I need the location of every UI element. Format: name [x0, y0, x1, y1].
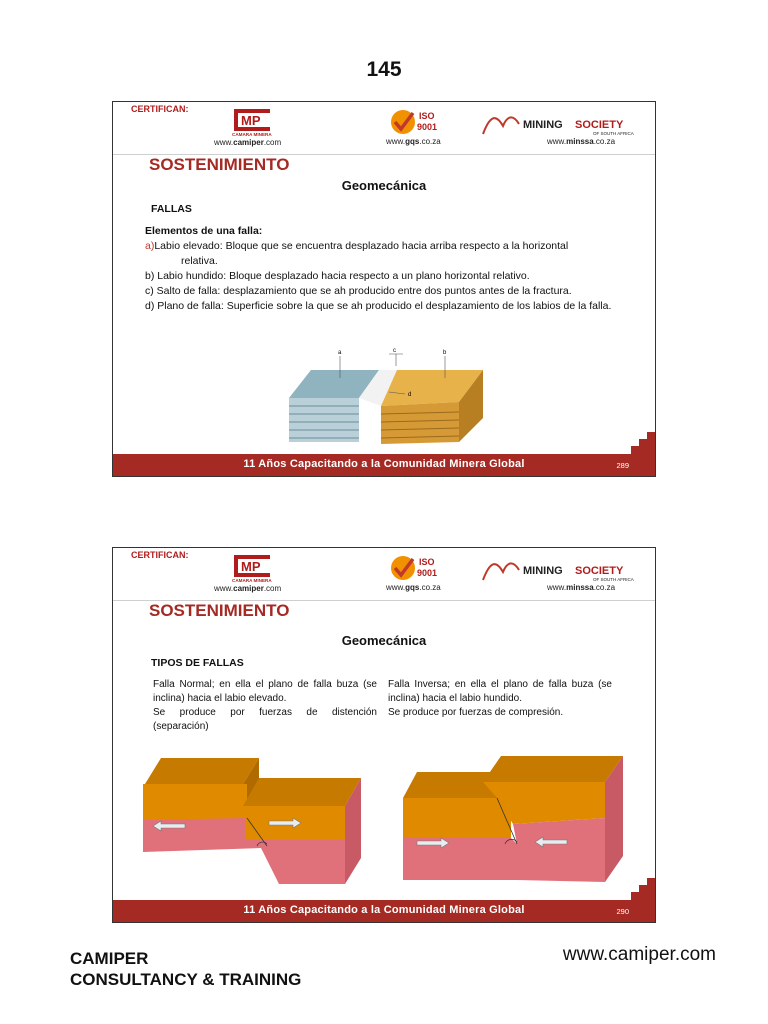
footer-bar	[113, 900, 655, 922]
slide-number: 289	[616, 461, 629, 470]
svg-text:MINING: MINING	[523, 565, 563, 577]
camiper-logo	[230, 105, 274, 137]
slide-title: SOSTENIMIENTO	[149, 155, 290, 174]
certifican-label: CERTIFICAN:	[131, 104, 189, 114]
corner-decoration	[631, 432, 655, 454]
slide-title: SOSTENIMIENTO	[149, 601, 290, 620]
svg-text:OF SOUTH AFRICA: OF SOUTH AFRICA	[593, 577, 634, 582]
ms-url: www.minssa.co.za	[547, 583, 616, 592]
fault-elements-diagram	[285, 346, 491, 446]
svg-text:SOCIETY: SOCIETY	[575, 565, 624, 577]
item-b: b) Labio hundido: Bloque desplazado hacia respecto a un plano horizontal relativo.	[145, 270, 530, 282]
footer-bar	[113, 454, 655, 476]
company-name	[70, 948, 301, 990]
section-label: TIPOS DE FALLAS	[151, 657, 244, 669]
svg-text:MP: MP	[241, 559, 261, 574]
iso-9001-logo	[389, 106, 451, 138]
svg-text:b: b	[443, 350, 447, 356]
normal-fault-text	[153, 678, 377, 734]
normal-fault-definition: Falla Normal; en ella el plano de falla buza (se inclina) hacia el labio elevado.	[153, 679, 377, 704]
camiper-logo	[230, 551, 274, 583]
website-link[interactable]: www.camiper.com	[562, 944, 716, 965]
normal-fault-cause: Se produce por fuerzas de distención (separación)	[153, 707, 377, 732]
svg-text:OF SOUTH AFRICA: OF SOUTH AFRICA	[593, 131, 634, 136]
reverse-fault-text	[388, 678, 612, 720]
svg-text:MINING: MINING	[523, 119, 563, 131]
page-number: 145	[366, 58, 402, 81]
svg-text:MP: MP	[241, 113, 261, 128]
svg-text:ISO: ISO	[419, 111, 435, 121]
reverse-fault-diagram	[401, 754, 637, 886]
company-line-1: CAMIPER	[70, 949, 149, 968]
slide-header	[113, 102, 655, 155]
svg-text:a: a	[338, 350, 342, 356]
mining-society-logo	[481, 108, 637, 138]
elements-heading: Elementos de una falla:	[145, 225, 263, 237]
svg-text:9001: 9001	[417, 568, 438, 578]
normal-fault-diagram	[139, 756, 371, 886]
svg-text:SOCIETY: SOCIETY	[575, 119, 624, 131]
camiper-url: www.camiper.com	[214, 138, 282, 147]
svg-text:CAMARA MINERA: CAMARA MINERA	[232, 578, 272, 583]
certifican-label: CERTIFICAN:	[131, 550, 189, 560]
corner-decoration	[631, 878, 655, 900]
iso-url: www.gqs.co.za	[386, 137, 441, 146]
fault-elements-text	[145, 224, 625, 314]
ms-url: www.minssa.co.za	[547, 137, 616, 146]
slide-number: 290	[616, 907, 629, 916]
item-c: c) Salto de falla: desplazamiento que se ah producido entre dos puntos antes de la fractura.	[145, 285, 572, 297]
slide-header	[113, 548, 655, 601]
slide-subtitle: Geomecánica	[341, 633, 427, 648]
svg-text:c: c	[393, 348, 396, 354]
svg-text:ISO: ISO	[419, 557, 435, 567]
reverse-fault-definition: Falla Inversa; en ella el plano de falla buza (se inclina) hacia el labio hundido.	[388, 679, 612, 704]
footer-text: 11 Años Capacitando a la Comunidad Minera Global	[243, 458, 525, 470]
slide-289	[112, 101, 656, 477]
reverse-fault-cause: Se produce por fuerzas de compresión.	[388, 707, 564, 718]
svg-text:d: d	[408, 392, 412, 398]
mining-society-logo	[481, 554, 637, 584]
section-label: FALLAS	[151, 203, 192, 215]
item-d: d) Plano de falla: Superficie sobre la que se ah producido el desplazamiento de los labios de la falla.	[145, 300, 612, 312]
svg-text:CAMARA MINERA: CAMARA MINERA	[232, 132, 272, 137]
iso-url: www.gqs.co.za	[386, 583, 441, 592]
iso-9001-logo	[389, 552, 451, 584]
camiper-url: www.camiper.com	[214, 584, 282, 593]
item-a: a)Labio elevado: Bloque que se encuentra desplazado hacia arriba respecto a la horizontal relativa.	[145, 240, 569, 267]
footer-text: 11 Años Capacitando a la Comunidad Minera Global	[243, 904, 525, 916]
company-line-2: CONSULTANCY & TRAINING	[70, 970, 302, 989]
svg-text:9001: 9001	[417, 122, 438, 132]
slide-subtitle: Geomecánica	[341, 178, 427, 193]
slide-290	[112, 547, 656, 923]
